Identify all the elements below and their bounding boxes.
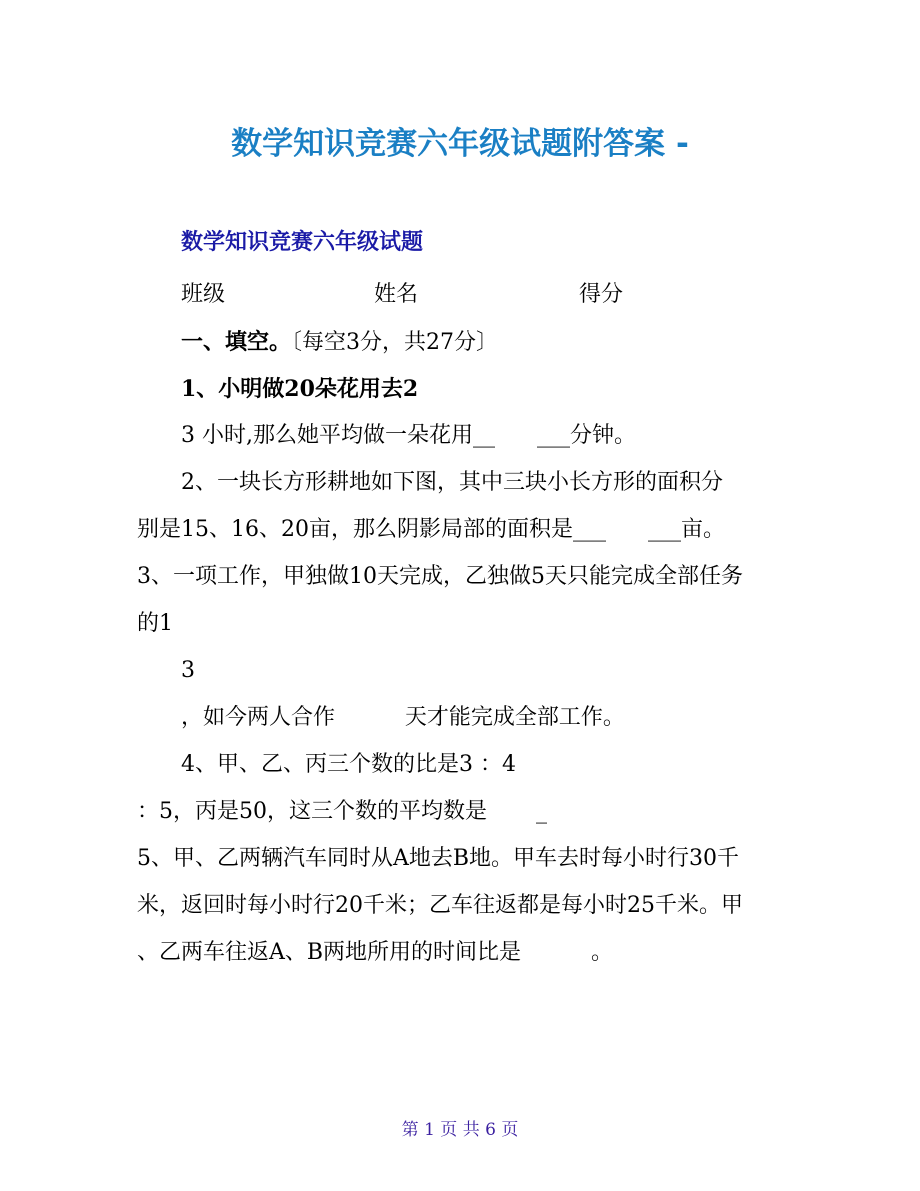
question-line: ：5，丙是50，这三个数的平均数是 _ <box>137 799 547 824</box>
section-heading-note: 〔每空3分，共27分〕 <box>291 330 499 355</box>
document-title: 数学知识竞赛六年级试题附答案 - <box>231 126 689 162</box>
question-line: 别是15、16、20亩，那么阴影局部的面积是___ ___亩。 <box>137 517 725 542</box>
question-line: ，如今两人合作 天才能完成全部工作。 <box>181 705 625 730</box>
name-label: 姓名 <box>374 282 419 307</box>
section-heading <box>181 327 498 358</box>
section-heading-text: 一、填空。 <box>181 329 292 355</box>
question-line: 4、甲、乙、丙三个数的比是3 ：4 <box>181 752 516 777</box>
question-line: 3 <box>181 658 195 683</box>
page-footer: 第 1 页 共 6 页 <box>401 1120 519 1140</box>
question-line: 、乙两车往返A、B两地所用的时间比是 。 <box>137 940 613 965</box>
question-line: 的1 <box>137 611 173 636</box>
question-line: 米，返回时每小时行20千米；乙车往返都是每小时25千米。甲 <box>137 893 743 918</box>
question-line: 2、一块长方形耕地如下图，其中三块小长方形的面积分 <box>181 470 723 495</box>
question-line: 3 小时,那么她平均做一朵花用__ ___分钟。 <box>181 423 636 448</box>
question-line: 3、一项工作，甲独做10天完成，乙独做5天只能完成全部任务 <box>137 564 743 589</box>
class-label: 班级 <box>181 282 226 307</box>
document-subtitle: 数学知识竞赛六年级试题 <box>181 230 424 255</box>
question-line: 1、小明做20朵花用去2 <box>181 376 419 402</box>
question-line: 5、甲、乙两辆汽车同时从A地去B地。甲车去时每小时行30千 <box>137 846 740 871</box>
score-label: 得分 <box>579 282 624 307</box>
